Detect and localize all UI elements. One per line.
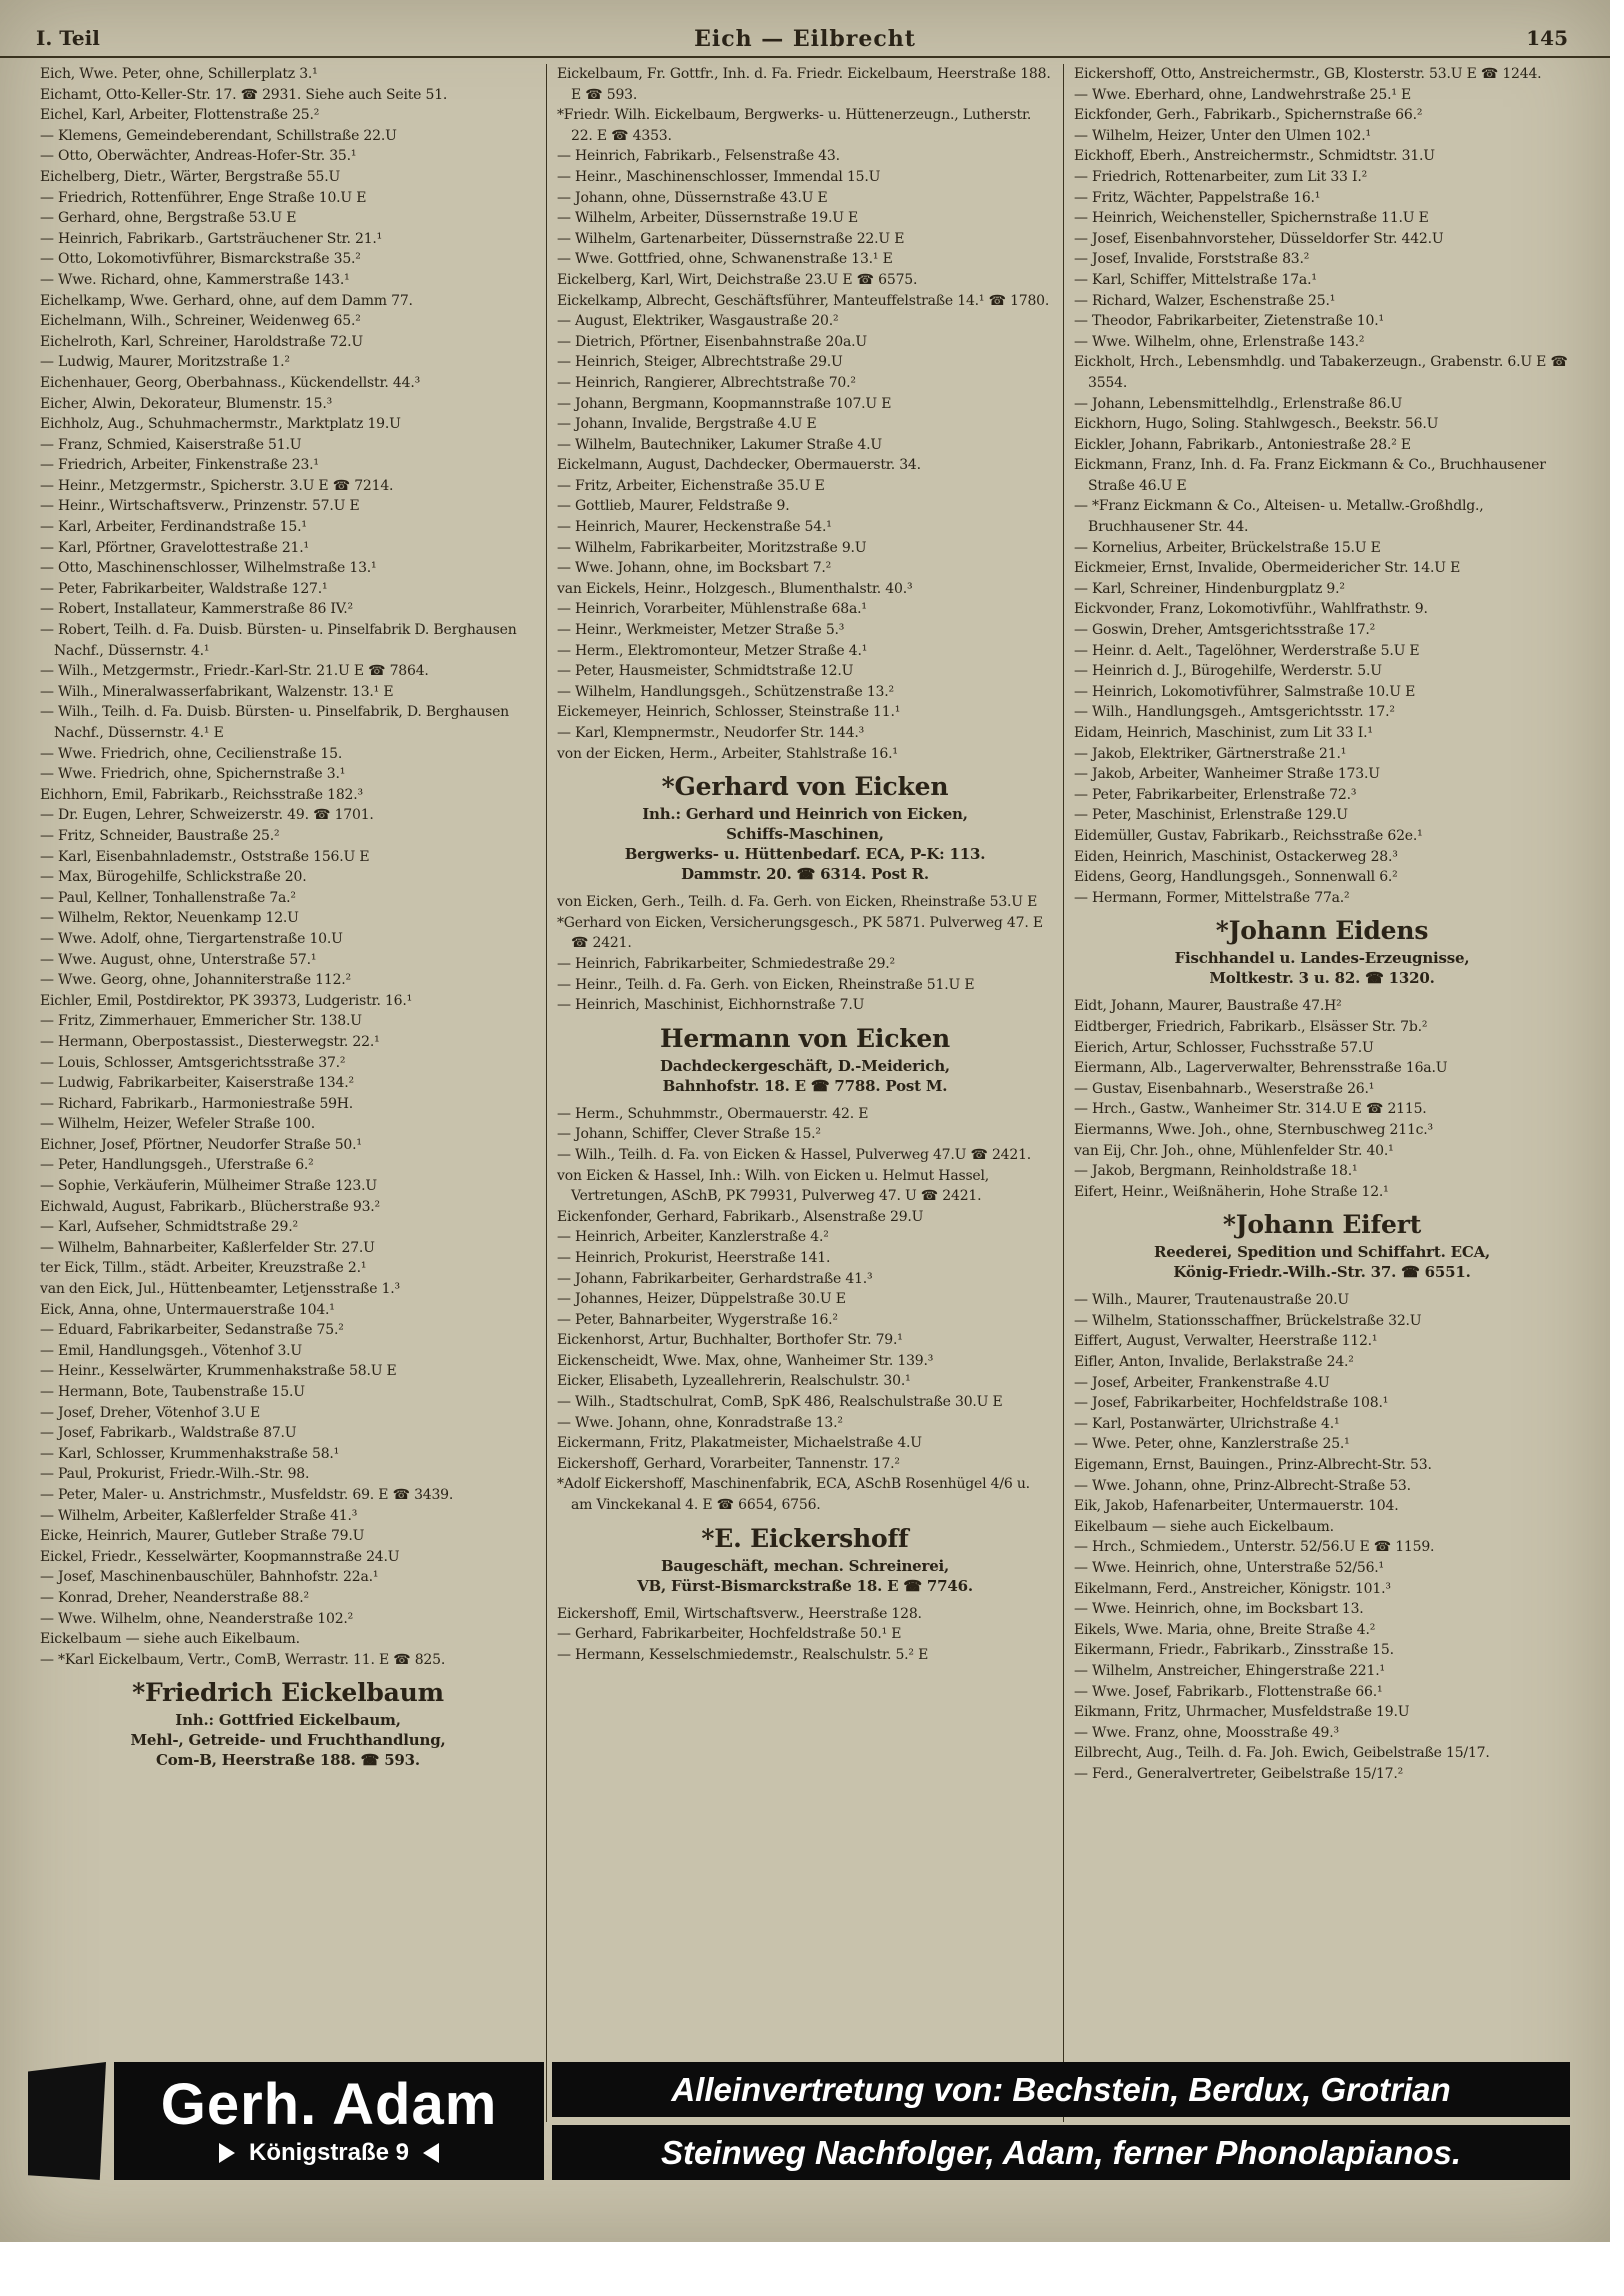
directory-entry: Eichholz, Aug., Schuhmachermstr., Marktplatz 19.U [40, 416, 401, 433]
directory-entry: — Wilh., Handlungsgeh., Amtsgerichtsstr. 17.² [1074, 704, 1395, 721]
directory-entry: Eickenhorst, Artur, Buchhalter, Borthofer Str. 79.¹ [557, 1332, 903, 1349]
directory-entry: — Wwe. Georg, ohne, Johanniterstraße 112.² [40, 972, 351, 989]
directory-entry: Eikmann, Fritz, Uhrmacher, Musfeldstraße 19.U [1074, 1704, 1410, 1721]
directory-entry: Eichamt, Otto-Keller-Str. 17. ☎ 2931. Siehe auch Seite 51. [40, 86, 448, 103]
directory-entry: — Wilhelm, Heizer, Wefeler Straße 100. [40, 1116, 316, 1133]
directory-entry: — Otto, Oberwächter, Andreas-Hofer-Str. 35.¹ [40, 148, 357, 165]
directory-entry: — Herm., Elektromonteur, Metzer Straße 4.¹ [557, 642, 868, 659]
directory-entry: Eich, Wwe. Peter, ohne, Schillerplatz 3.¹ [40, 66, 318, 82]
directory-entry: — Jakob, Elektriker, Gärtnerstraße 21.¹ [1074, 745, 1347, 762]
directory-entry: — Wwe. Adolf, ohne, Tiergartenstraße 10.U [40, 930, 343, 947]
ad-line: Inh.: Gerhard und Heinrich von Eicken, [642, 805, 968, 824]
directory-entry: — Wilh., Teilh. d. Fa. von Eicken & Hassel, Pulverweg 47.U ☎ 2421. [557, 1146, 1032, 1163]
directory-entry: — Kornelius, Arbeiter, Brückelstraße 15.U E [1074, 539, 1381, 556]
directory-entry: — Peter, Handlungsgeh., Uferstraße 6.² [40, 1157, 314, 1174]
directory-entry: — Karl, Eisenbahnlademstr., Oststraße 156.U E [40, 848, 370, 865]
directory-entry: Eiermanns, Wwe. Joh., ohne, Sternbuschweg 211c.³ [1074, 1121, 1433, 1138]
directory-entry: — Heinr., Maschinenschlosser, Immendal 15.U [557, 168, 881, 185]
directory-entry: — Wwe. Heinrich, ohne, Unterstraße 52/56.¹ [1074, 1560, 1384, 1576]
directory-entry: — Paul, Prokurist, Friedr.-Wilh.-Str. 98. [40, 1466, 310, 1483]
directory-entry: — Klemens, Gemeindeberendant, Schillstraße 22.U [40, 127, 397, 144]
directory-entry: — Wilhelm, Gartenarbeiter, Düssernstraße 22.U E [557, 230, 905, 247]
directory-entry: — Peter, Bahnarbeiter, Wygerstraße 16.² [557, 1311, 838, 1328]
directory-entry: — Heinr., Kesselwärter, Krummenhakstraße 58.U E [40, 1363, 397, 1380]
directory-entry: — Johann, Lebensmittelhdlg., Erlenstraße 86.U [1074, 395, 1403, 412]
directory-entry: — Peter, Maschinist, Erlenstraße 129.U [1074, 807, 1348, 824]
directory-entry: Eickenfonder, Gerhard, Fabrikarb., Alsenstraße 29.U [557, 1208, 924, 1225]
directory-entry: — August, Elektriker, Wasgaustraße 20.² [557, 313, 839, 330]
directory-entry: — Gerhard, ohne, Bergstraße 53.U E [40, 210, 297, 227]
directory-entry: Eickler, Johann, Fabrikarb., Antoniestraße 28.² E [1074, 436, 1411, 453]
directory-entry: Eickershoff, Emil, Wirtschaftsverw., Heerstraße 128. [557, 1605, 922, 1622]
directory-entry: — Franz, Schmied, Kaiserstraße 51.U [40, 436, 302, 453]
directory-entry: — Herm., Schuhmmstr., Obermauerstr. 42. E [557, 1105, 869, 1122]
directory-entry: — Karl, Schiffer, Mittelstraße 17a.¹ [1074, 271, 1317, 288]
directory-entry: van Eij, Chr. Joh., ohne, Mühlenfelder Str. 40.¹ [1074, 1142, 1394, 1159]
directory-entry: — Johann, ohne, Düssernstraße 43.U E [557, 189, 828, 206]
directory-entry: — Josef, Maschinenbauschüler, Bahnhofstr. 22a.¹ [40, 1569, 379, 1586]
ad-title: Hermann von Eicken [659, 1023, 951, 1053]
directory-entry: — Heinr., Werkmeister, Metzer Straße 5.³ [557, 622, 845, 639]
ad-line: Dachdeckergeschäft, D.-Meiderich, [660, 1056, 950, 1075]
directory-entry: — Karl, Klempnermstr., Neudorfer Str. 144.³ [557, 725, 865, 741]
ad-line: Baugeschäft, mechan. Schreinerei, [660, 1556, 950, 1575]
directory-entry: — Wilhelm, Handlungsgeh., Schützenstraße 13.² [557, 683, 894, 700]
directory-entry: Eickhorn, Hugo, Soling. Stahlwgesch., Beekstr. 56.U [1074, 416, 1439, 433]
ad-line: Inh.: Gottfried Eickelbaum, [175, 1711, 401, 1730]
directory-entry: Eickfonder, Gerh., Fabrikarb., Spichernstraße 66.² [1074, 107, 1423, 124]
directory-entry: — Karl, Schlosser, Krummenhakstraße 58.¹ [40, 1445, 340, 1462]
ad-line: König-Friedr.-Wilh.-Str. 37. ☎ 6551. [1173, 1263, 1471, 1282]
directory-entry: — Heinrich, Fabrikarb., Gartsträuchener Str. 21.¹ [40, 230, 383, 247]
directory-entry: Eidemüller, Gustav, Fabrikarb., Reichsstraße 62e.¹ [1074, 827, 1423, 844]
ad-title: *Friedrich Eickelbaum [132, 1678, 444, 1708]
directory-entry: Eickvonder, Franz, Lokomotivführ., Wahlfrathstr. 9. [1074, 601, 1428, 618]
directory-entry: *Friedr. Wilh. Eickelbaum, Bergwerks- u. Hüttenerzeugn., Lutherstr. 22. E ☎ 4353. [557, 107, 1032, 144]
footer-ad-line2: Steinweg Nachfolger, Adam, ferner Phonolapianos. [552, 2125, 1570, 2180]
directory-entry: — Heinrich, Weichensteller, Spichernstraße 11.U E [1074, 210, 1429, 227]
inline-advertisement [1074, 1210, 1570, 1282]
directory-entry: Eichenhauer, Georg, Oberbahnass., Kückendellstr. 44.³ [40, 374, 420, 391]
directory-entry: — Hermann, Former, Mittelstraße 77a.² [1074, 889, 1350, 906]
arrow-left-icon [423, 2143, 439, 2163]
directory-columns [0, 58, 1610, 2122]
directory-entry: — Wilhelm, Fabrikarbeiter, Moritzstraße 9.U [557, 539, 867, 556]
directory-entry: — Wilhelm, Anstreicher, Ehingerstraße 221.¹ [1074, 1662, 1385, 1679]
directory-entry: — Wilh., Mineralwasserfabrikant, Walzenstr. 13.¹ E [40, 683, 394, 700]
directory-entry: — Richard, Fabrikarb., Harmoniestraße 59H. [40, 1095, 354, 1112]
inline-advertisement [1074, 916, 1570, 988]
directory-entry: — Wilhelm, Arbeiter, Düssernstraße 19.U E [557, 210, 859, 227]
directory-entry: — Hermann, Oberpostassist., Diesterwegstr. 22.¹ [40, 1033, 380, 1050]
ad-title: *E. Eickershoff [701, 1523, 909, 1553]
scan-artifact [28, 2062, 106, 2180]
directory-entry: — Wilh., Stadtschulrat, ComB, SpK 486, Realschulstraße 30.U E [557, 1394, 1003, 1411]
directory-entry: Eicher, Alwin, Dekorateur, Blumenstr. 15.³ [40, 395, 333, 412]
ad-line: Mehl-, Getreide- und Fruchthandlung, [130, 1731, 446, 1750]
directory-entry: Eicke, Heinrich, Maurer, Gutleber Straße 79.U [40, 1528, 365, 1545]
directory-entry: — Peter, Maler- u. Anstrichmstr., Musfeldstr. 69. E ☎ 3439. [40, 1486, 454, 1503]
directory-entry: Eierich, Artur, Schlosser, Fuchsstraße 57.U [1074, 1039, 1374, 1056]
directory-entry: — Wilhelm, Heizer, Unter den Ulmen 102.¹ [1074, 127, 1371, 144]
inline-advertisement [557, 1024, 1053, 1096]
directory-entry: Eickelbaum, Fr. Gottfr., Inh. d. Fa. Friedr. Eickelbaum, Heerstraße 188. E ☎ 593. [557, 66, 1051, 103]
directory-entry: Eicker, Elisabeth, Lyzeallehrerin, Realschulstr. 30.¹ [557, 1373, 911, 1390]
directory-entry: Eichner, Josef, Pförtner, Neudorfer Straße 50.¹ [40, 1136, 362, 1153]
ad-line: Schiffs-Maschinen, [726, 825, 884, 844]
directory-entry: van Eickels, Heinr., Holzgesch., Blumenthalstr. 40.³ [557, 580, 913, 597]
directory-entry: — Friedrich, Arbeiter, Finkenstraße 23.¹ [40, 457, 319, 474]
directory-entry: — Heinr., Wirtschaftsverw., Prinzenstr. 57.U E [40, 498, 360, 515]
directory-entry: — Otto, Lokomotivführer, Bismarckstraße 35.² [40, 251, 361, 268]
directory-entry: Eickenscheidt, Wwe. Max, ohne, Wanheimer Str. 139.³ [557, 1352, 934, 1369]
directory-entry: — *Karl Eickelbaum, Vertr., ComB, Werrastr. 11. E ☎ 825. [40, 1651, 446, 1668]
section-label: I. Teil [36, 26, 100, 50]
directory-entry: — Josef, Fabrikarb., Waldstraße 87.U [40, 1425, 297, 1442]
directory-entry: — Fritz, Schneider, Baustraße 25.² [40, 827, 280, 844]
directory-entry: — Heinr., Teilh. d. Fa. Gerh. von Eicken, Rheinstraße 51.U E [557, 976, 975, 993]
directory-entry: — Wwe. Friedrich, ohne, Cecilienstraße 15. [40, 745, 343, 762]
directory-entry: — Ludwig, Maurer, Moritzstraße 1.² [40, 354, 290, 371]
directory-entry: — Konrad, Dreher, Neanderstraße 88.² [40, 1589, 309, 1606]
directory-entry: — Heinrich, Vorarbeiter, Mühlenstraße 68a.¹ [557, 601, 867, 618]
ad-line: Moltkestr. 3 u. 82. ☎ 1320. [1209, 969, 1435, 988]
directory-entry: — Gerhard, Fabrikarbeiter, Hochfeldstraße 50.¹ E [557, 1626, 902, 1643]
directory-entry: Eichhorn, Emil, Fabrikarb., Reichsstraße 182.³ [40, 786, 363, 803]
directory-entry: — Max, Bürogehilfe, Schlickstraße 20. [40, 869, 307, 886]
directory-entry: Eidtberger, Friedrich, Fabrikarb., Elsässer Str. 7b.² [1074, 1018, 1428, 1035]
inline-advertisement [557, 772, 1053, 884]
arrow-right-icon [219, 2143, 235, 2163]
directory-entry: *Gerhard von Eicken, Versicherungsgesch., PK 5871. Pulverweg 47. E ☎ 2421. [557, 914, 1043, 952]
inline-advertisement [557, 1524, 1053, 1596]
ad-title: *Johann Eifert [1222, 1210, 1422, 1240]
directory-entry: — Friedrich, Rottenführer, Enge Straße 10.U E [40, 189, 367, 206]
directory-entry: — Josef, Invalide, Forststraße 83.² [1074, 251, 1310, 268]
directory-entry: — Hermann, Bote, Taubenstraße 15.U [40, 1384, 305, 1400]
ad-title: *Johann Eidens [1215, 916, 1429, 946]
ad-line: Com-B, Heerstraße 188. ☎ 593. [156, 1751, 420, 1770]
directory-entry: — Heinrich, Fabrikarbeiter, Schmiedestraße 29.² [557, 955, 895, 972]
directory-entry: — Heinrich, Arbeiter, Kanzlerstraße 4.² [557, 1229, 829, 1246]
directory-entry: — Hrch., Schmiedem., Unterstr. 52/56.U E ☎ 1159. [1074, 1539, 1435, 1556]
directory-entry: Eickelkamp, Albrecht, Geschäftsführer, Manteuffelstraße 14.¹ ☎ 1780. [557, 292, 1050, 309]
directory-entry: — Wwe. Friedrich, ohne, Spichernstraße 3.¹ [40, 766, 346, 783]
directory-entry: — Heinrich, Rangierer, Albrechtstraße 70.² [557, 374, 856, 391]
directory-entry: — Wilhelm, Bahnarbeiter, Kaßlerfelder Str. 27.U [40, 1239, 375, 1256]
directory-entry: Eik, Jakob, Hafenarbeiter, Untermauerstr. 104. [1074, 1498, 1399, 1515]
directory-entry: — Wwe. Josef, Fabrikarb., Flottenstraße 66.¹ [1074, 1683, 1383, 1700]
directory-entry: — Karl, Pförtner, Gravelottestraße 21.¹ [40, 539, 309, 556]
directory-entry: Eichelberg, Dietr., Wärter, Bergstraße 55.U [40, 168, 341, 185]
directory-entry: Eichelroth, Karl, Schreiner, Haroldstraße 72.U [40, 333, 364, 350]
directory-entry: — Richard, Walzer, Eschenstraße 25.¹ [1074, 292, 1336, 309]
directory-entry: Eigemann, Ernst, Bauingen., Prinz-Albrecht-Str. 53. [1074, 1457, 1432, 1474]
directory-entry: — Karl, Arbeiter, Ferdinandstraße 15.¹ [40, 519, 307, 536]
directory-entry: — Wwe. Johann, ohne, Prinz-Albrecht-Straße 53. [1074, 1477, 1411, 1494]
directory-entry: — Karl, Aufseher, Schmidtstraße 29.² [40, 1219, 298, 1236]
directory-entry: — Goswin, Dreher, Amtsgerichtsstraße 17.² [1074, 622, 1376, 639]
directory-entry: Eickhoff, Eberh., Anstreichermstr., Schmidtstr. 31.U [1074, 148, 1435, 165]
directory-entry: Eikermann, Friedr., Fabrikarb., Zinsstraße 15. [1074, 1642, 1394, 1659]
directory-entry: — Jakob, Arbeiter, Wanheimer Straße 173.U [1074, 766, 1380, 783]
directory-entry: — Wilhelm, Arbeiter, Kaßlerfelder Straße 41.³ [40, 1507, 358, 1524]
directory-entry: Eikelbaum — siehe auch Eickelbaum. [1074, 1518, 1334, 1535]
directory-entry: — Otto, Maschinenschlosser, Wilhelmstraße 13.¹ [40, 560, 377, 577]
directory-entry: Eikelmann, Ferd., Anstreicher, Königstr. 101.³ [1074, 1580, 1391, 1597]
directory-entry: — Johann, Schiffer, Clever Straße 15.² [557, 1126, 821, 1143]
directory-entry: Eilbrecht, Aug., Teilh. d. Fa. Joh. Ewich, Geibelstraße 15/17. [1074, 1745, 1490, 1762]
directory-entry: — Theodor, Fabrikarbeiter, Zietenstraße 10.¹ [1074, 313, 1384, 330]
directory-entry: — Peter, Fabrikarbeiter, Waldstraße 127.¹ [40, 580, 328, 597]
directory-entry: Eickermann, Fritz, Plakatmeister, Michaelstraße 4.U [557, 1435, 922, 1452]
directory-entry: — Fritz, Zimmerhauer, Emmericher Str. 138.U [40, 1013, 362, 1030]
directory-entry: — Heinrich, Fabrikarb., Felsenstraße 43. [557, 148, 840, 165]
directory-entry: Eichelkamp, Wwe. Gerhard, ohne, auf dem Damm 77. [40, 292, 413, 309]
directory-entry: — Heinrich, Maurer, Heckenstraße 54.¹ [557, 519, 832, 536]
directory-entry: — Johann, Fabrikarbeiter, Gerhardstraße 41.³ [557, 1270, 873, 1287]
directory-entry: Eickholt, Hrch., Lebensmhdlg. und Tabakerzeugn., Grabenstr. 6.U E ☎ 3554. [1074, 354, 1568, 391]
directory-entry: Eickelmann, August, Dachdecker, Obermauerstr. 34. [557, 457, 921, 474]
directory-entry: — Peter, Fabrikarbeiter, Erlenstraße 72.³ [1074, 786, 1357, 803]
column-2 [546, 64, 1063, 2122]
directory-entry: — Ferd., Generalvertreter, Geibelstraße 15/17.² [1074, 1765, 1404, 1782]
column-1 [30, 64, 546, 2122]
directory-entry: — Josef, Dreher, Vötenhof 3.U E [40, 1404, 260, 1421]
directory-entry: — Wwe. Heinrich, ohne, im Bocksbart 13. [1074, 1601, 1364, 1618]
footer-ad-company: Gerh. Adam [160, 2072, 498, 2137]
directory-entry: Eick, Anna, ohne, Untermauerstraße 104.¹ [40, 1301, 335, 1318]
directory-entry: — Friedrich, Rottenarbeiter, zum Lit 33 I.² [1074, 168, 1367, 185]
directory-entry: Eifler, Anton, Invalide, Berlakstraße 24.² [1074, 1354, 1354, 1371]
directory-entry: — Wilhelm, Stationsschaffner, Brückelstraße 32.U [1074, 1312, 1422, 1329]
directory-entry: — Heinrich d. J., Bürogehilfe, Werderstr. 5.U [1074, 663, 1382, 680]
directory-entry: — Heinrich, Prokurist, Heerstraße 141. [557, 1249, 831, 1266]
directory-entry: — Peter, Hausmeister, Schmidtstraße 12.U [557, 663, 854, 680]
directory-entry: Eickmann, Franz, Inh. d. Fa. Franz Eickmann & Co., Bruchhausener Straße 46.U E [1074, 457, 1546, 494]
page-number: 145 [1526, 26, 1568, 50]
directory-entry: ter Eick, Tillm., städt. Arbeiter, Kreuzstraße 2.¹ [40, 1260, 367, 1277]
directory-entry: — Heinrich, Steiger, Albrechtstraße 29.U [557, 354, 843, 371]
directory-entry: — Wwe. Franz, ohne, Moosstraße 49.³ [1074, 1724, 1339, 1741]
directory-entry: Eichler, Emil, Postdirektor, PK 39373, Ludgeristr. 16.¹ [40, 992, 413, 1009]
directory-entry: — Dietrich, Pförtner, Eisenbahnstraße 20a.U [557, 333, 867, 350]
directory-entry: Eickel, Friedr., Kesselwärter, Koopmannstraße 24.U [40, 1548, 400, 1565]
directory-entry: — Wwe. Johann, ohne, im Bocksbart 7.² [557, 560, 832, 577]
directory-entry: — Hermann, Kesselschmiedemstr., Realschulstr. 5.² E [557, 1646, 929, 1663]
column-3 [1063, 64, 1580, 2122]
directory-entry: — Karl, Postanwärter, Ulrichstraße 4.¹ [1074, 1415, 1340, 1432]
directory-entry: — Wilh., Metzgermstr., Friedr.-Karl-Str. 21.U E ☎ 7864. [40, 663, 429, 680]
directory-entry: Eickershoff, Otto, Anstreichermstr., GB, Klosterstr. 53.U E ☎ 1244. [1074, 66, 1542, 82]
directory-entry: — Fritz, Wächter, Pappelstraße 16.¹ [1074, 189, 1321, 206]
directory-entry: — Josef, Fabrikarbeiter, Hochfeldstraße 108.¹ [1074, 1395, 1389, 1412]
page-header [0, 0, 1610, 58]
directory-entry: Eiden, Heinrich, Maschinist, Ostackerweg 28.³ [1074, 848, 1398, 865]
directory-entry: — Wwe. Gottfried, ohne, Schwanenstraße 13.¹ E [557, 251, 893, 268]
directory-entry: Eidens, Georg, Handlungsgeh., Sonnenwall 6.² [1074, 869, 1398, 886]
directory-entry: — Wilh., Teilh. d. Fa. Duisb. Bürsten- u. Pinselfabrik, D. Berghausen Nachf., Düssernstr. 4.¹ E [40, 704, 509, 741]
ad-line: Bahnhofstr. 18. E ☎ 7788. Post M. [662, 1076, 948, 1095]
directory-entry: van den Eick, Jul., Hüttenbeamter, Letjensstraße 1.³ [40, 1281, 400, 1298]
directory-entry: — Heinrich, Lokomotivführer, Salmstraße 10.U E [1074, 683, 1416, 700]
directory-entry: von der Eicken, Herm., Arbeiter, Stahlstraße 16.¹ [557, 745, 898, 762]
page-title: Eich — Eilbrecht [694, 26, 916, 52]
directory-entry: von Eicken & Hassel, Inh.: Wilh. von Eicken u. Helmut Hassel, Vertretungen, ASchB, PK 79931, Pulverweg 47. U ☎ 2421. [557, 1167, 990, 1205]
directory-entry: — Johann, Invalide, Bergstraße 4.U E [557, 416, 817, 433]
directory-entry: Eiermann, Alb., Lagerverwalter, Behrensstraße 16a.U [1074, 1060, 1448, 1077]
directory-entry: — Robert, Installateur, Kammerstraße 86 IV.² [40, 601, 353, 618]
directory-entry: — Wwe. Eberhard, ohne, Landwehrstraße 25.¹ E [1074, 86, 1412, 103]
directory-entry: — Eduard, Fabrikarbeiter, Sedanstraße 75.² [40, 1322, 344, 1339]
directory-entry: Eickemeyer, Heinrich, Schlosser, Steinstraße 11.¹ [557, 704, 901, 721]
directory-entry: — Sophie, Verkäuferin, Mülheimer Straße 123.U [40, 1178, 377, 1195]
directory-entry: Eichwald, August, Fabrikarb., Blücherstraße 93.² [40, 1198, 380, 1215]
directory-entry: Eickershoff, Gerhard, Vorarbeiter, Tannenstr. 17.² [557, 1455, 900, 1472]
directory-entry: — Johann, Bergmann, Koopmannstraße 107.U E [557, 395, 892, 412]
directory-entry: Eiffert, August, Verwalter, Heerstraße 112.¹ [1074, 1333, 1378, 1350]
inline-advertisement [40, 1678, 536, 1770]
directory-entry: Eidt, Johann, Maurer, Baustraße 47.H² [1074, 998, 1342, 1015]
directory-entry: — Gottlieb, Maurer, Feldstraße 9. [557, 498, 790, 515]
directory-entry: Eickelbaum — siehe auch Eikelbaum. [40, 1631, 300, 1648]
directory-entry: — Wwe. Wilhelm, ohne, Erlenstraße 143.² [1074, 333, 1365, 350]
directory-entry: — Karl, Schreiner, Hindenburgplatz 9.² [1074, 580, 1345, 597]
ad-line: Reederei, Spedition und Schiffahrt. ECA, [1153, 1243, 1491, 1262]
directory-entry: — Robert, Teilh. d. Fa. Duisb. Bürsten- u. Pinselfabrik D. Berghausen Nachf., Düssernstr. 4.¹ [40, 622, 517, 659]
ad-line: Fischhandel u. Landes-Erzeugnisse, [1174, 949, 1470, 968]
directory-entry: — Gustav, Eisenbahnarb., Weserstraße 26.¹ [1074, 1080, 1375, 1097]
directory-entry: — Emil, Handlungsgeh., Vötenhof 3.U [40, 1342, 303, 1359]
directory-entry: — Johannes, Heizer, Düppelstraße 30.U E [557, 1291, 846, 1308]
directory-entry: von Eicken, Gerh., Teilh. d. Fa. Gerh. von Eicken, Rheinstraße 53.U E [557, 894, 1038, 911]
directory-entry: Eifert, Heinr., Weißnäherin, Hohe Straße 12.¹ [1074, 1183, 1389, 1200]
footer-ad-line1: Alleinvertretung von: Bechstein, Berdux, Grotrian [552, 2062, 1570, 2117]
directory-entry: — Josef, Eisenbahnvorsteher, Düsseldorfer Str. 442.U [1074, 230, 1444, 247]
directory-entry: — Ludwig, Fabrikarbeiter, Kaiserstraße 134.² [40, 1075, 354, 1092]
ad-line: Bergwerks- u. Hüttenbedarf. ECA, P-K: 113. [624, 845, 986, 864]
directory-entry: — Wwe. August, ohne, Unterstraße 57.¹ [40, 951, 317, 968]
directory-entry: Eikels, Wwe. Maria, ohne, Breite Straße 4.² [1074, 1621, 1376, 1638]
directory-entry: — Josef, Arbeiter, Frankenstraße 4.U [1074, 1374, 1330, 1391]
directory-entry: — Fritz, Arbeiter, Eichenstraße 35.U E [557, 477, 825, 494]
directory-entry: — Louis, Schlosser, Amtsgerichtsstraße 37.² [40, 1054, 346, 1071]
directory-entry: Eichelmann, Wilh., Schreiner, Weidenweg 65.² [40, 313, 361, 330]
directory-entry: — Heinr. d. Aelt., Tagelöhner, Werderstraße 5.U E [1074, 642, 1420, 659]
directory-entry: — Wilhelm, Rektor, Neuenkamp 12.U [40, 910, 299, 927]
directory-entry: — Heinrich, Maschinist, Eichhornstraße 7.U [557, 997, 865, 1014]
footer-ad-address [219, 2139, 439, 2167]
directory-entry: — Paul, Kellner, Tonhallenstraße 7a.² [40, 889, 296, 906]
directory-entry: — Wwe. Peter, ohne, Kanzlerstraße 25.¹ [1074, 1436, 1350, 1453]
footer-ad-left [114, 2062, 544, 2180]
directory-entry: Eidam, Heinrich, Maschinist, zum Lit 33 I.¹ [1074, 725, 1373, 741]
directory-entry: Eickelberg, Karl, Wirt, Deichstraße 23.U E ☎ 6575. [557, 271, 918, 288]
directory-entry: — Hrch., Gastw., Wanheimer Str. 314.U E ☎ 2115. [1074, 1101, 1427, 1118]
ad-line: VB, Fürst-Bismarckstraße 18. E ☎ 7746. [637, 1576, 973, 1595]
footer-advertisement [28, 2062, 1570, 2180]
directory-entry: *Adolf Eickershoff, Maschinenfabrik, ECA, ASchB Rosenhügel 4/6 u. am Vinckekanal 4. E ☎ 6654, 6756. [557, 1476, 1030, 1514]
directory-entry: — Heinr., Metzgermstr., Spicherstr. 3.U E ☎ 7214. [40, 477, 394, 494]
directory-entry: — Wwe. Richard, ohne, Kammerstraße 143.¹ [40, 271, 350, 288]
directory-entry: — Wwe. Johann, ohne, Konradstraße 13.² [557, 1414, 843, 1431]
ad-line: Dammstr. 20. ☎ 6314. Post R. [681, 865, 929, 884]
directory-entry: — *Franz Eickmann & Co., Alteisen- u. Metallw.-Großhdlg., Bruchhausener Str. 44. [1074, 498, 1484, 536]
footer-ad-street: Königstraße 9 [248, 2139, 410, 2166]
directory-entry: — Wilh., Maurer, Trautenaustraße 20.U [1074, 1292, 1349, 1309]
directory-entry: — Wilhelm, Bautechniker, Lakumer Straße 4.U [557, 436, 882, 453]
directory-entry: — Jakob, Bergmann, Reinholdstraße 18.¹ [1074, 1163, 1358, 1180]
directory-entry: — Wwe. Wilhelm, ohne, Neanderstraße 102.² [40, 1610, 354, 1627]
directory-entry: — Dr. Eugen, Lehrer, Schweizerstr. 49. ☎ 1701. [40, 807, 374, 824]
footer-ad-right [552, 2062, 1570, 2180]
directory-entry: Eickmeier, Ernst, Invalide, Obermeidericher Str. 14.U E [1074, 560, 1461, 577]
directory-entry: Eichel, Karl, Arbeiter, Flottenstraße 25.² [40, 107, 320, 124]
ad-title: *Gerhard von Eicken [661, 772, 949, 802]
